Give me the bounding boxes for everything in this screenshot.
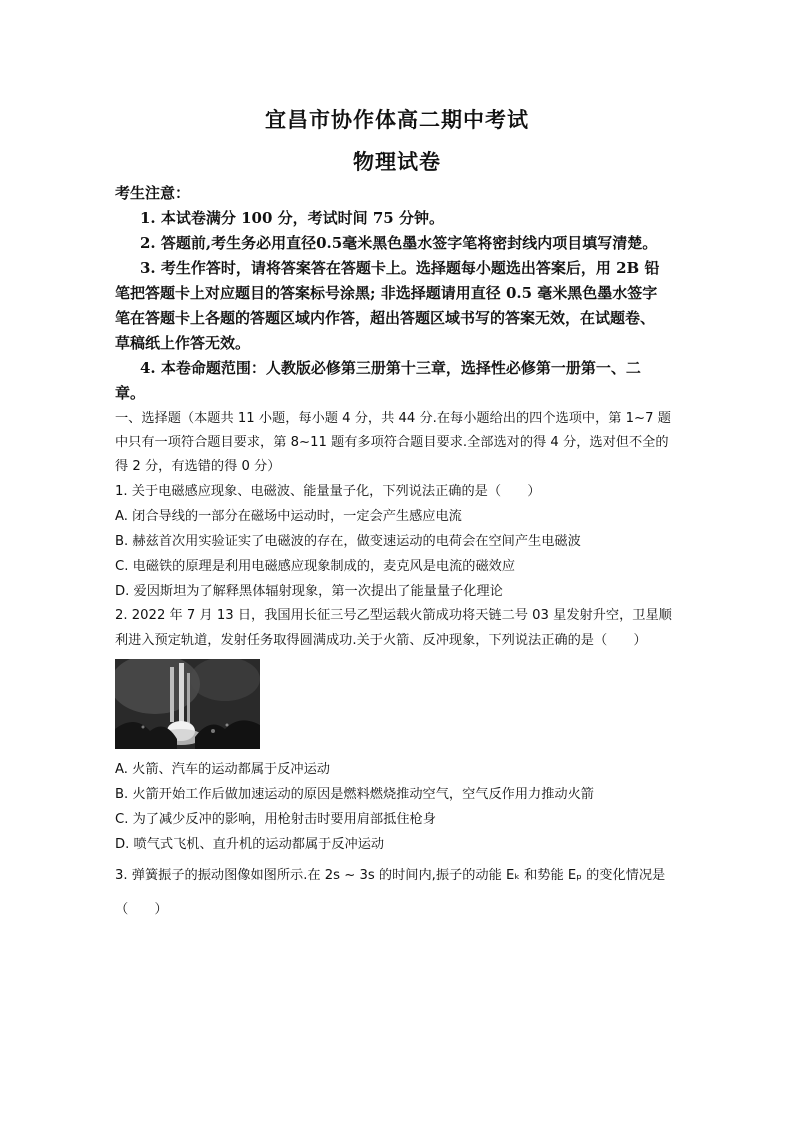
exam-title: 宜昌市协作体高二期中考试 [265,107,529,132]
q2-stem-line-1: 2. 2022 年 7 月 13 日，我国用长征三号乙型运载火箭成功将天链二号 03 星发射升空，卫星顺 [115,608,672,623]
q1-option-a: A. 闭合导线的一部分在磁场中运动时，一定会产生感应电流 [115,509,462,524]
q2-option-d: D. 喷气式飞机、直升机的运动都属于反冲运动 [115,837,385,852]
notice-item-4-line-1: 4. 本卷命题范围：人教版必修第三册第十三章，选择性必修第一册第一、二 [140,359,641,377]
notice-item-3-line-3: 笔在答题卡上各题的答题区域内作答，超出答题区域书写的答案无效，在试题卷、 [115,309,656,327]
section-1-line-1: 一、选择题（本题共 11 小题，每小题 4 分，共 44 分.在每小题给出的四个选项中，第 1~7 题 [115,411,671,426]
q2-option-a: A. 火箭、汽车的运动都属于反冲运动 [115,762,330,777]
exam-subject: 物理试卷 [353,149,441,174]
q3-stem-line-1: 3. 弹簧振子的振动图像如图所示.在 2s ~ 3s 的时间内,振子的动能 Eₖ 和势能 Eₚ 的变化情况是 [115,868,666,883]
notice-item-3-line-2: 笔把答题卡上对应题目的答案标号涂黑; 非选择题请用直径 0.5 毫米黑色墨水签字 [115,284,658,302]
rocket-launch-illustration [115,659,260,749]
notice-item-3-line-1: 3. 考生作答时，请将答案答在答题卡上。选择题每小题选出答案后，用 2B 铅 [140,259,660,277]
notice-item-2: 2. 答题前,考生务必用直径0.5毫米黑色墨水签字笔将密封线内项目填写清楚。 [140,234,658,252]
notice-item-3-line-4: 草稿纸上作答无效。 [115,334,251,352]
q1-option-c: C. 电磁铁的原理是利用电磁感应现象制成的，麦克风是电流的磁效应 [115,559,516,574]
q1-option-d: D. 爱因斯坦为了解释黑体辐射现象，第一次提出了能量量子化理论 [115,584,503,599]
rocket-launch-photo [115,659,260,749]
q2-option-c: C. 为了减少反冲的影响，用枪射击时要用肩部抵住枪身 [115,812,436,827]
q2-option-b: B. 火箭开始工作后做加速运动的原因是燃料燃烧推动空气，空气反作用力推动火箭 [115,787,594,802]
q1-option-b: B. 赫兹首次用实验证实了电磁波的存在，做变速运动的电荷会在空间产生电磁波 [115,534,581,549]
notice-item-1: 1. 本试卷满分 100 分，考试时间 75 分钟。 [140,209,444,227]
notice-item-4-line-2: 章。 [115,384,146,402]
section-1-line-3: 得 2 分，有选错的得 0 分） [115,459,281,474]
q2-stem-line-2: 利进入预定轨道，发射任务取得圆满成功.关于火箭、反冲现象，下列说法正确的是（ ） [115,633,647,648]
q1-stem: 1. 关于电磁感应现象、电磁波、能量量子化，下列说法正确的是（ ） [115,484,541,499]
section-1-line-2: 中只有一项符合题目要求，第 8~11 题有多项符合题目要求.全部选对的得 4 分，选对但不全的 [115,435,669,450]
q3-stem-line-2: （ ） [115,902,168,917]
notice-heading: 考生注意： [115,184,191,202]
